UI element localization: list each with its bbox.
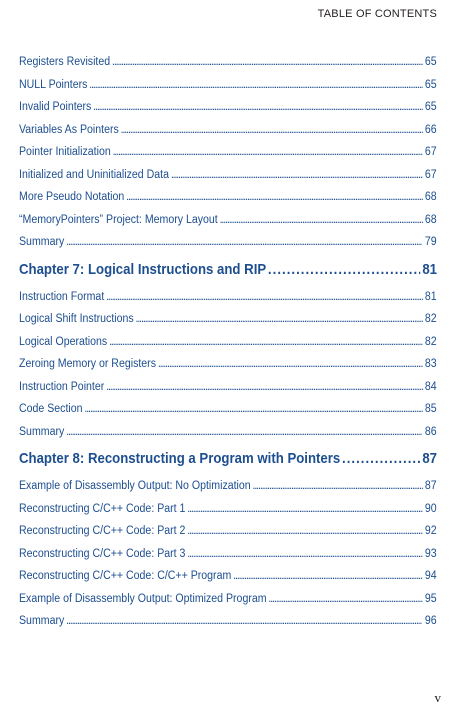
toc-entry[interactable]	[19, 403, 437, 426]
toc-entry[interactable]	[19, 101, 437, 124]
toc-page-number: 94	[424, 570, 437, 582]
toc-entry[interactable]	[19, 570, 437, 593]
toc-page-number: 85	[424, 403, 437, 415]
dot-leader	[106, 381, 423, 393]
toc-entry[interactable]	[19, 615, 437, 638]
toc-entry-title: Logical Operations	[19, 335, 108, 348]
toc-entry[interactable]	[19, 214, 437, 237]
toc-chapter-heading[interactable]	[19, 261, 437, 289]
dot-leader	[112, 56, 423, 68]
chapter-page-number: 81	[422, 260, 437, 278]
dot-leader	[342, 450, 421, 467]
toc-page-number: 65	[424, 78, 437, 91]
toc-entry-title: Example of Disassembly Output: Optimized Program	[19, 592, 267, 605]
toc-page-number: 81	[424, 290, 437, 303]
toc-page-number: 82	[424, 335, 437, 348]
dot-leader	[121, 124, 423, 136]
toc-entry-title: Example of Disassembly Output: No Optimization	[19, 480, 251, 492]
toc-page-number: 68	[424, 213, 437, 226]
toc-entry[interactable]	[19, 480, 437, 503]
toc-entry-title: NULL Pointers	[19, 78, 88, 91]
toc-entry-title: Summary	[19, 615, 65, 627]
running-head: TABLE OF CONTENTS	[317, 8, 437, 20]
toc-entry-title: Reconstructing C/C++ Code: Part 2	[19, 525, 186, 537]
dot-leader	[268, 261, 421, 278]
dot-leader	[84, 403, 423, 415]
toc-page-number: 96	[424, 615, 437, 627]
dot-leader	[268, 593, 423, 605]
toc-page-number: 93	[424, 547, 437, 560]
toc-page-number: 90	[424, 502, 437, 515]
toc-entry-title: Invalid Pointers	[19, 101, 92, 113]
toc-page-number: 87	[424, 480, 437, 492]
dot-leader	[253, 480, 424, 492]
toc-entry-title: Summary	[19, 236, 65, 248]
dot-leader	[126, 191, 423, 203]
toc-entry-title: Instruction Format	[19, 290, 105, 303]
page-folio: v	[434, 690, 441, 705]
table-of-contents	[19, 56, 437, 638]
toc-entry-title: Registers Revisited	[19, 56, 111, 68]
toc-page-number: 86	[424, 425, 437, 438]
toc-entry-title: Pointer Initialization	[19, 146, 111, 158]
toc-entry[interactable]	[19, 381, 437, 404]
toc-page-number: 65	[424, 56, 437, 68]
toc-page-number: 79	[424, 236, 437, 248]
dot-leader	[158, 358, 423, 370]
dot-leader	[66, 236, 423, 248]
dot-leader	[187, 503, 423, 515]
chapter-title: Chapter 8: Reconstructing a Program with Pointers	[19, 450, 341, 467]
toc-page-number: 66	[424, 123, 437, 136]
toc-entry-title: Reconstructing C/C++ Code: Part 3	[19, 547, 186, 560]
toc-entry[interactable]	[19, 548, 437, 571]
dot-leader	[93, 101, 423, 113]
dot-leader	[109, 336, 423, 348]
dot-leader	[220, 214, 423, 226]
toc-entry[interactable]	[19, 358, 437, 381]
toc-entry-title: Instruction Pointer	[19, 380, 105, 393]
toc-chapter-heading[interactable]	[19, 450, 437, 478]
toc-page-number: 67	[424, 146, 437, 158]
toc-entry-title: Summary	[19, 425, 65, 438]
chapter-title: Chapter 7: Logical Instructions and RIP	[19, 260, 267, 278]
toc-entry[interactable]	[19, 56, 437, 79]
toc-page-number: 84	[424, 380, 437, 393]
dot-leader	[187, 525, 423, 537]
toc-page-number: 92	[424, 525, 437, 537]
toc-page-number: 83	[424, 358, 437, 370]
chapter-page-number: 87	[422, 450, 437, 467]
dot-leader	[66, 426, 423, 438]
toc-page-number: 68	[424, 191, 437, 203]
toc-entry[interactable]	[19, 236, 437, 259]
dot-leader	[233, 570, 423, 582]
dot-leader	[136, 313, 424, 325]
toc-entry[interactable]	[19, 291, 437, 314]
dot-leader	[66, 615, 423, 627]
toc-entry-title: Zeroing Memory or Registers	[19, 358, 156, 370]
dot-leader	[171, 169, 423, 181]
dot-leader	[89, 79, 423, 91]
toc-entry[interactable]	[19, 124, 437, 147]
toc-entry-title: Code Section	[19, 403, 83, 415]
dot-leader	[106, 291, 423, 303]
toc-entry[interactable]	[19, 313, 437, 336]
dot-leader	[187, 548, 423, 560]
toc-page-number: 82	[424, 313, 437, 325]
toc-entry[interactable]	[19, 426, 437, 449]
toc-entry-title: Variables As Pointers	[19, 123, 119, 136]
toc-entry-title: Reconstructing C/C++ Code: C/C++ Program	[19, 570, 232, 582]
toc-page-number: 65	[424, 101, 437, 113]
toc-entry[interactable]	[19, 593, 437, 616]
dot-leader	[113, 146, 423, 158]
toc-entry-title: Logical Shift Instructions	[19, 313, 134, 325]
toc-entry[interactable]	[19, 191, 437, 214]
toc-entry[interactable]	[19, 79, 437, 102]
toc-entry-title: Reconstructing C/C++ Code: Part 1	[19, 502, 186, 515]
toc-entry[interactable]	[19, 503, 437, 526]
toc-entry[interactable]	[19, 146, 437, 169]
toc-entry-title: “MemoryPointers” Project: Memory Layout	[19, 213, 218, 226]
toc-entry[interactable]	[19, 336, 437, 359]
toc-entry-title: More Pseudo Notation	[19, 191, 125, 203]
toc-page-number: 95	[424, 592, 437, 605]
toc-entry[interactable]	[19, 525, 437, 548]
toc-entry[interactable]	[19, 169, 437, 192]
toc-entry-title: Initialized and Uninitialized Data	[19, 168, 169, 181]
toc-page-number: 67	[424, 168, 437, 181]
